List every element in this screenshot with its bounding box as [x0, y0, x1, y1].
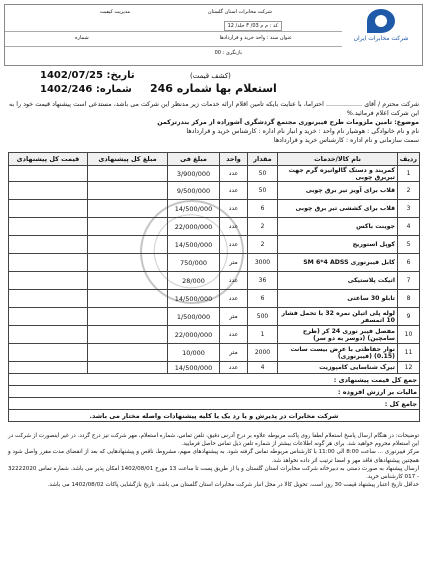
items-table-body	[9, 166, 420, 374]
intro-text	[9, 100, 419, 145]
item-proposed-amount	[88, 308, 168, 326]
row-number: 4	[398, 218, 420, 236]
item-unit: عدد	[220, 182, 248, 200]
row-number: 12	[398, 362, 420, 374]
summary-row	[9, 374, 420, 386]
sheet-title: استعلام بها شماره 246	[150, 82, 277, 95]
row-number: 10	[398, 326, 420, 344]
item-proposed-total	[9, 254, 88, 272]
summary-row	[9, 410, 420, 422]
item-unit-price: 22/000/000	[168, 326, 220, 344]
table-row	[9, 166, 420, 182]
table-row	[9, 308, 420, 326]
column-header: ردیف	[398, 153, 420, 166]
item-unit: عدد	[220, 200, 248, 218]
table-row	[9, 200, 420, 218]
item-quantity: 2	[248, 236, 278, 254]
item-proposed-total	[9, 344, 88, 362]
item-unit: متر	[220, 344, 248, 362]
item-proposed-total	[9, 182, 88, 200]
item-quantity: 6	[248, 200, 278, 218]
row-number: 6	[398, 254, 420, 272]
logo-text: شرکت مخابرات ایران	[353, 35, 409, 42]
revision-label: بازنگری : 00	[214, 50, 242, 56]
item-quantity: 3000	[248, 254, 278, 272]
management-label: مدیریت کیفیت	[100, 9, 131, 15]
item-quantity: 4	[248, 362, 278, 374]
item-proposed-total	[9, 290, 88, 308]
item-unit-price: 22/000/000	[168, 218, 220, 236]
table-row	[9, 362, 420, 374]
item-proposed-total	[9, 200, 88, 218]
item-quantity: 500	[248, 308, 278, 326]
item-proposed-amount	[88, 254, 168, 272]
sheet-subtitle: (کشف قیمت)	[190, 72, 231, 80]
column-header: مبلغ کل پیشنهادی	[88, 153, 168, 166]
tci-logo-icon	[367, 9, 395, 33]
doc-number-label: شماره	[75, 35, 89, 41]
item-unit: عدد	[220, 272, 248, 290]
row-number: 8	[398, 290, 420, 308]
item-proposed-total	[9, 166, 88, 182]
item-description: نوار حفاظتی با عرض بیست سانت (0.15) (فیبرنوری)	[278, 344, 398, 362]
document-number: شماره: 1402/246	[40, 84, 132, 95]
item-unit-price: 14/500/000	[168, 362, 220, 374]
column-header: مقدار	[248, 153, 278, 166]
document-header	[4, 4, 423, 66]
item-proposed-amount	[88, 290, 168, 308]
item-description: تیرک شناسایی کامپوزیت	[278, 362, 398, 374]
item-unit-price: 14/500/000	[168, 200, 220, 218]
item-proposed-amount	[88, 218, 168, 236]
intro-line: موضوع: تامین ملزومات طرح فیبرنوری مجتمع گردشگری آشوراده از مرکز بندرترکمن	[157, 119, 419, 126]
column-header: واحد	[220, 153, 248, 166]
item-unit: عدد	[220, 218, 248, 236]
notes-section	[8, 432, 419, 489]
item-proposed-total	[9, 326, 88, 344]
table-row	[9, 344, 420, 362]
item-unit-price: 3/900/000	[168, 166, 220, 182]
item-unit: متر	[220, 254, 248, 272]
item-unit-price: 14/500/000	[168, 236, 220, 254]
company-name: شرکت مخابرات استان گلستان	[207, 9, 272, 15]
note-paragraph: ارسال پیشنهاد به صورت دستی به دبیرخانه شرکت مخابرات استان گلستان و یا از طریق پست تا ساعت 13 مورخ 1402/08/01 امکان پذیر می باشد. شماره تماس 32222020 - 017 کارشناس خرید.	[8, 465, 420, 481]
items-table	[8, 152, 420, 422]
summary-row	[9, 398, 420, 410]
item-unit-price: 14/500/000	[168, 290, 220, 308]
table-row	[9, 236, 420, 254]
row-number: 9	[398, 308, 420, 326]
intro-line: نام و نام خانوادگی : هوشیار نام واحد : خرید و انبار نام اداره : کارشناس خرید و قراردادها	[186, 128, 419, 135]
item-proposed-amount	[88, 166, 168, 182]
item-unit-price: 750/000	[168, 254, 220, 272]
item-unit: عدد	[220, 166, 248, 182]
note-paragraph: توضیحات: در هنگام ارسال پاسخ استعلام لطفا روی پاکت مربوطه علاوه بر درج آدرس دقیق، تلفن تماس، شماره استعلام، مهر شرکت نیز درج گردد. در غیر اینصورت از شرکت در این استعلام محروم خواهید شد. برای هر گونه اطلاعات بیشتر از شماره تلفن ذیل تماس حاصل فرمایید.	[8, 433, 419, 448]
item-quantity: 1	[248, 326, 278, 344]
item-unit: عدد	[220, 290, 248, 308]
item-description: اتیکت پلاستیکی	[278, 272, 398, 290]
item-proposed-total	[9, 308, 88, 326]
item-description: قلاب برای آویز تیر برق چوبی	[278, 182, 398, 200]
item-quantity: 50	[248, 182, 278, 200]
row-number: 11	[398, 344, 420, 362]
item-description: قلاب برای کششی تیر برق چوبی	[278, 200, 398, 218]
table-row	[9, 254, 420, 272]
table-row	[9, 182, 420, 200]
row-number: 3	[398, 200, 420, 218]
note-paragraph: مرکز فیبرنوری ... ساعت 8:00 الی 11:00 با کارشناس مربوطه تماس گرفته شود. به پیشنهادهای مبهم، مشروط، ناقص و پیشنهادهایی که بعد از انقضای مدت مقرر واصل شود و همچنین پیشنهادهای فاقد مهر و امضا ترتیب اثر داده نخواهد شد.	[8, 449, 420, 464]
item-quantity: 36	[248, 272, 278, 290]
row-number: 5	[398, 236, 420, 254]
item-description: مفصل فیبر نوری 24 کر (طرح سامچین) (دوسر به دو سر)	[278, 326, 398, 344]
item-quantity: 50	[248, 166, 278, 182]
item-description: تابلو 30 ساعتی	[278, 290, 398, 308]
header-divider	[5, 31, 342, 32]
item-unit-price: 1/500/000	[168, 308, 220, 326]
row-number: 1	[398, 166, 420, 182]
intro-line: شرکت محترم / آقای .................. احتراما، با عنایت بایکه تامین اقلام ارائه خدمات زیر مدنظر این شرکت می باشد، مستدعی است پیشنهاد قیمت خود را به این شرکت اعلام فرمائید.%	[9, 101, 419, 117]
item-description: لوله پلی اتیلن نمره 32 با تحمل فشار 10 اتمسفر	[278, 308, 398, 326]
item-unit: عدد	[220, 326, 248, 344]
item-proposed-amount	[88, 326, 168, 344]
column-header: قیمت کل پیشنهادی	[9, 153, 88, 166]
item-proposed-amount	[88, 272, 168, 290]
item-unit: عدد	[220, 236, 248, 254]
item-quantity: 6	[248, 290, 278, 308]
document-subject: عنوان سند : واحد خرید و قراردادها	[219, 35, 292, 41]
summary-row	[9, 386, 420, 398]
summary-label: جمع کل قیمت پیشنهادی :	[9, 374, 420, 386]
item-description: جوینت باکس	[278, 218, 398, 236]
item-quantity: 2	[248, 218, 278, 236]
item-unit-price: 28/000	[168, 272, 220, 290]
summary-label: مالیات بر ارزش افزوده :	[9, 386, 420, 398]
item-proposed-amount	[88, 362, 168, 374]
item-description: کوپل استوریج	[278, 236, 398, 254]
item-description: کمربند و دستک گالوانیزه گرم جهت تیربرق چوبی	[278, 166, 398, 182]
item-quantity: 2000	[248, 344, 278, 362]
table-header-row	[9, 153, 420, 166]
intro-line: سمت سازمانی و نام اداره : کارشناس خرید و قراردادها	[273, 137, 419, 144]
item-proposed-total	[9, 362, 88, 374]
column-header: نام کالا/خدمات	[278, 153, 398, 166]
row-number: 2	[398, 182, 420, 200]
row-number: 7	[398, 272, 420, 290]
item-proposed-amount	[88, 236, 168, 254]
item-unit-price: 10/000	[168, 344, 220, 362]
table-row	[9, 290, 420, 308]
table-row	[9, 326, 420, 344]
summary-section	[9, 374, 420, 422]
item-unit: متر	[220, 308, 248, 326]
item-proposed-total	[9, 236, 88, 254]
column-header: مبلغ فی	[168, 153, 220, 166]
item-proposed-total	[9, 218, 88, 236]
header-divider	[5, 46, 342, 47]
item-proposed-amount	[88, 200, 168, 218]
document-date: تاریخ: 1402/07/25	[40, 70, 135, 81]
note-paragraph: حداقل تاریخ اعتبار پیشنهاد قیمت 30 روز است. تحویل کالا در محل انبار شرکت مخابرات استان گلستان می باشد. تاریخ بازگشایی پاکات 1402/08/02 می باشد.	[47, 482, 419, 489]
item-unit: عدد	[220, 362, 248, 374]
table-row	[9, 218, 420, 236]
item-description: کابل فیبرنوری SM 6*4 ADSS	[278, 254, 398, 272]
item-proposed-amount	[88, 182, 168, 200]
table-footnote: شرکت مخابرات در پذیرش و یا رد یک یا کلیه پیشنهادات واصله مختار می باشد.	[9, 410, 420, 422]
summary-label: جامع کل :	[9, 398, 420, 410]
item-unit-price: 9/500/000	[168, 182, 220, 200]
item-proposed-amount	[88, 344, 168, 362]
form-code: کد : م م 03/ F جلد/ 12	[224, 21, 282, 31]
item-proposed-total	[9, 272, 88, 290]
company-logo	[346, 9, 416, 42]
table-row	[9, 272, 420, 290]
